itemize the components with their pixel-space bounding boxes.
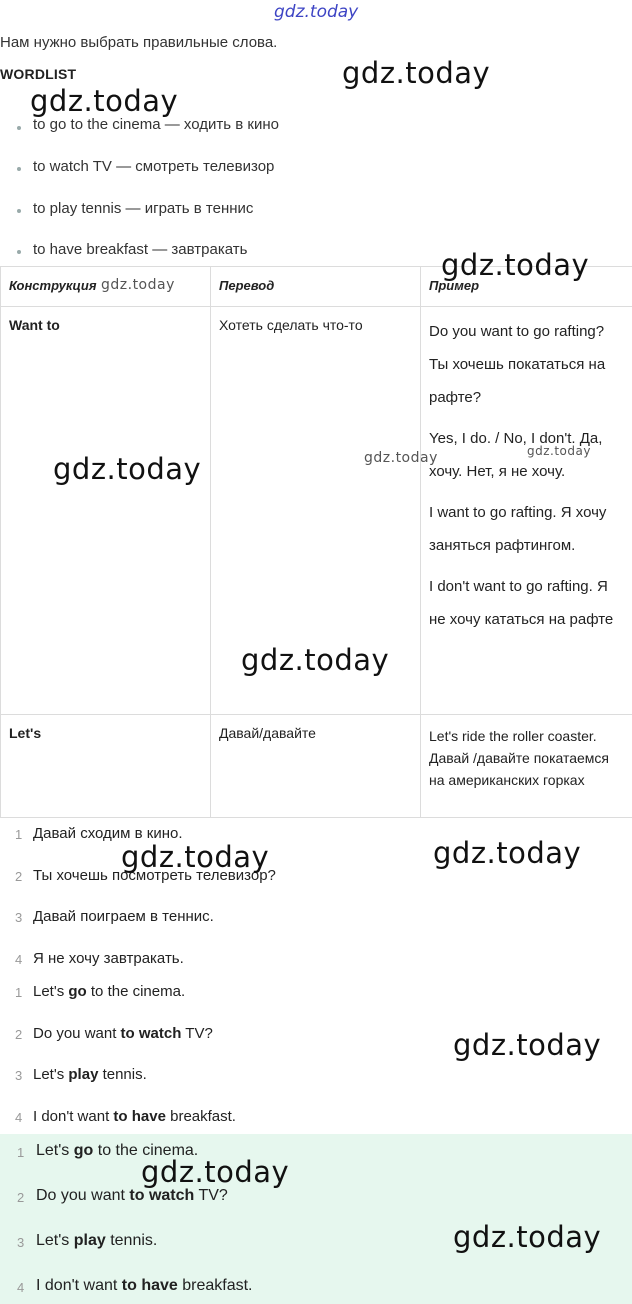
answer-sentence: Do you want to watch TV? (33, 1025, 213, 1042)
example-text: Do you want to go rafting? Ты хочешь покататься на рафте? (429, 323, 606, 406)
task-number: 2 (17, 1190, 25, 1205)
bullet (17, 250, 21, 254)
wordlist-item: to have breakfast — завтракать (33, 241, 248, 258)
task-number: 3 (17, 1235, 25, 1250)
russian-sentence: Я не хочу завтракать. (33, 950, 184, 967)
watermark: gdz.today (453, 1028, 602, 1062)
grammar-table (0, 266, 632, 818)
task-number: 1 (17, 1145, 25, 1160)
header-example: Пример (421, 267, 632, 307)
task-number: 4 (17, 1280, 25, 1295)
answer-sentence: I don't want to have breakfast. (33, 1108, 236, 1125)
watermark: gdz.today (53, 452, 202, 486)
final-answer: Let's go to the cinema. (36, 1142, 199, 1159)
wordlist-item: to watch TV — смотреть телевизор (33, 158, 275, 175)
wordlist-item: to play tennis — играть в теннис (33, 200, 254, 217)
bullet (17, 209, 21, 213)
watermark-top: gdz.today (274, 2, 359, 22)
intro-text: Нам нужно выбрать правильные слова. (0, 34, 278, 51)
final-answer: Do you want to watch TV? (36, 1187, 228, 1204)
watermark: gdz.today (30, 84, 179, 118)
russian-sentence: Давай сходим в кино. (33, 825, 183, 842)
table-row (1, 715, 632, 818)
final-answer: I don't want to have breakfast. (36, 1277, 253, 1294)
example-text: Let's ride the roller coaster. Давай /давайте покатаемся на американских горках (429, 728, 610, 788)
watermark: gdz.today (342, 56, 491, 90)
task-number: 4 (15, 1110, 23, 1125)
example-cell (421, 715, 632, 818)
answer-sentence: Let's go to the cinema. (33, 983, 186, 1000)
wordlist-title: WORDLIST (0, 66, 77, 82)
construction-cell: Let's (1, 715, 211, 818)
watermark: gdz.today (527, 444, 591, 458)
task-number: 1 (15, 985, 23, 1000)
russian-sentence: Ты хочешь посмотреть телевизор? (33, 867, 276, 884)
watermark: gdz.today (433, 836, 582, 870)
watermark: gdz.today (453, 1220, 602, 1254)
answer-sentence: Let's play tennis. (33, 1066, 147, 1083)
example-text: Yes, I do. / No, I don't. Да, хочу. Нет, я не хочу. (429, 430, 603, 480)
russian-sentence: Давай поиграем в теннис. (33, 908, 214, 925)
example-text: I don't want to go rafting. Я не хочу кататься на рафте (429, 578, 614, 628)
watermark: gdz.today (121, 840, 270, 874)
example-cell (421, 307, 632, 715)
bullet (17, 167, 21, 171)
wordlist-item: to go to the cinema — ходить в кино (33, 116, 279, 133)
header-construction: Конструкция (1, 267, 211, 307)
task-number: 2 (15, 869, 23, 884)
translation-cell: Хотеть сделать что-то (211, 307, 421, 715)
watermark: gdz.today (101, 277, 175, 293)
task-number: 4 (15, 952, 23, 967)
watermark: gdz.today (241, 643, 390, 677)
translation-cell: Давай/давайте (211, 715, 421, 818)
answer-block (0, 1134, 632, 1304)
example-text: I want to go rafting. Я хочу заняться рафтингом. (429, 504, 607, 554)
watermark: gdz.today (364, 450, 438, 466)
task-number: 3 (15, 910, 23, 925)
task-number: 2 (15, 1027, 23, 1042)
task-number: 3 (15, 1068, 23, 1083)
construction-cell: Want to (1, 307, 211, 715)
bullet (17, 126, 21, 130)
watermark: gdz.today (141, 1155, 290, 1189)
header-translation: Перевод (211, 267, 421, 307)
task-number: 1 (15, 827, 23, 842)
final-answer: Let's play tennis. (36, 1232, 158, 1249)
watermark: gdz.today (441, 248, 590, 282)
